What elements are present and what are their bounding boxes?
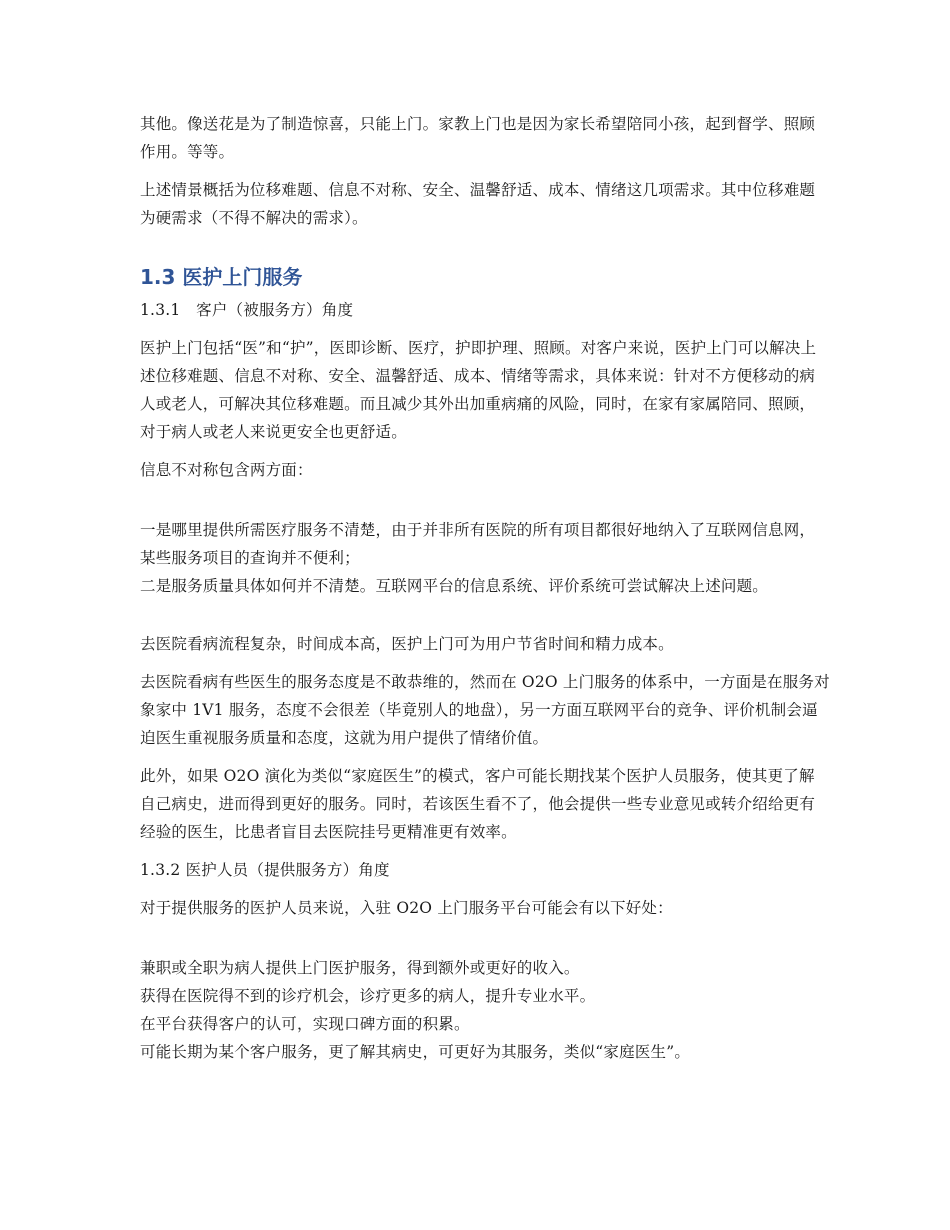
paragraph-provider-intro: 对于提供服务的医护人员来说，入驻 O2O 上门服务平台可能会有以下好处：	[140, 899, 673, 917]
paragraph-info-point-1: 一是哪里提供所需医疗服务不清楚，由于并非所有医院的所有项目都很好地纳入了互联网信息网，某些服务项目的查询并不便利；	[140, 521, 816, 567]
paragraph-info-point-2: 二是服务质量具体如何并不清楚。互联网平台的信息系统、评价系统可尝试解决上述问题。	[140, 577, 769, 595]
subsection-heading-1-3-1: 1.3.1 客户（被服务方）角度	[140, 301, 354, 319]
benefit-item: 可能长期为某个客户服务，更了解其病史，可更好为其服务，类似“家庭医生”。	[140, 1043, 691, 1061]
paragraph-summary: 上述情景概括为位移难题、信息不对称、安全、温馨舒适、成本、情绪这几项需求。其中位移难题为硬需求（不得不解决的需求）。	[140, 181, 816, 227]
paragraph-cost: 去医院看病流程复杂，时间成本高，医护上门可为用户节省时间和精力成本。	[140, 635, 674, 653]
section-heading-1-3: 1.3 医护上门服务	[140, 265, 303, 289]
paragraph-family-doctor: 此外，如果 O2O 演化为类似“家庭医生”的模式，客户可能长期找某个医护人员服务，使其更了解自己病史，进而得到更好的服务。同时，若该医生看不了，他会提供一些专业意见或转介绍给更有经验的医生，比患者盲目去医院挂号更精准更有效率。	[140, 767, 816, 841]
paragraph-medical-home: 医护上门包括“医”和“护”，医即诊断、医疗，护即护理、照顾。对客户来说，医护上门可以解决上述位移难题、信息不对称、安全、温馨舒适、成本、情绪等需求，具体来说：针对不方便移动的病人或老人，可解决其位移难题。而且减少其外出加重病痛的风险，同时，在家有家属陪同、照顾，对于病人或老人来说更安全也更舒适。	[140, 339, 817, 441]
benefit-item: 兼职或全职为病人提供上门医护服务，得到额外或更好的收入。	[140, 959, 580, 977]
benefit-item: 获得在医院得不到的诊疗机会，诊疗更多的病人，提升专业水平。	[140, 987, 596, 1005]
paragraph-intro: 其他。像送花是为了制造惊喜，只能上门。家教上门也是因为家长希望陪同小孩，起到督学、照顾作用。等等。	[140, 115, 816, 161]
paragraph-info-asymmetry: 信息不对称包含两方面：	[140, 461, 313, 479]
benefit-item: 在平台获得客户的认可，实现口碑方面的积累。	[140, 1015, 470, 1033]
spacer	[140, 494, 830, 516]
benefits-list	[140, 954, 830, 1066]
document-page	[140, 110, 830, 1066]
spacer	[140, 600, 830, 630]
paragraph-emotion: 去医院看病有些医生的服务态度是不敢恭维的，然而在 O2O 上门服务的体系中，一方面是在服务对象家中 1V1 服务，态度不会很差（毕竟别人的地盘），另一方面互联网平台的竞争、评价机制会逼迫医生重视服务质量和态度，这就为用户提供了情绪价值。	[140, 673, 830, 747]
spacer	[140, 932, 830, 954]
subsection-heading-1-3-2: 1.3.2 医护人员（提供服务方）角度	[140, 861, 390, 879]
